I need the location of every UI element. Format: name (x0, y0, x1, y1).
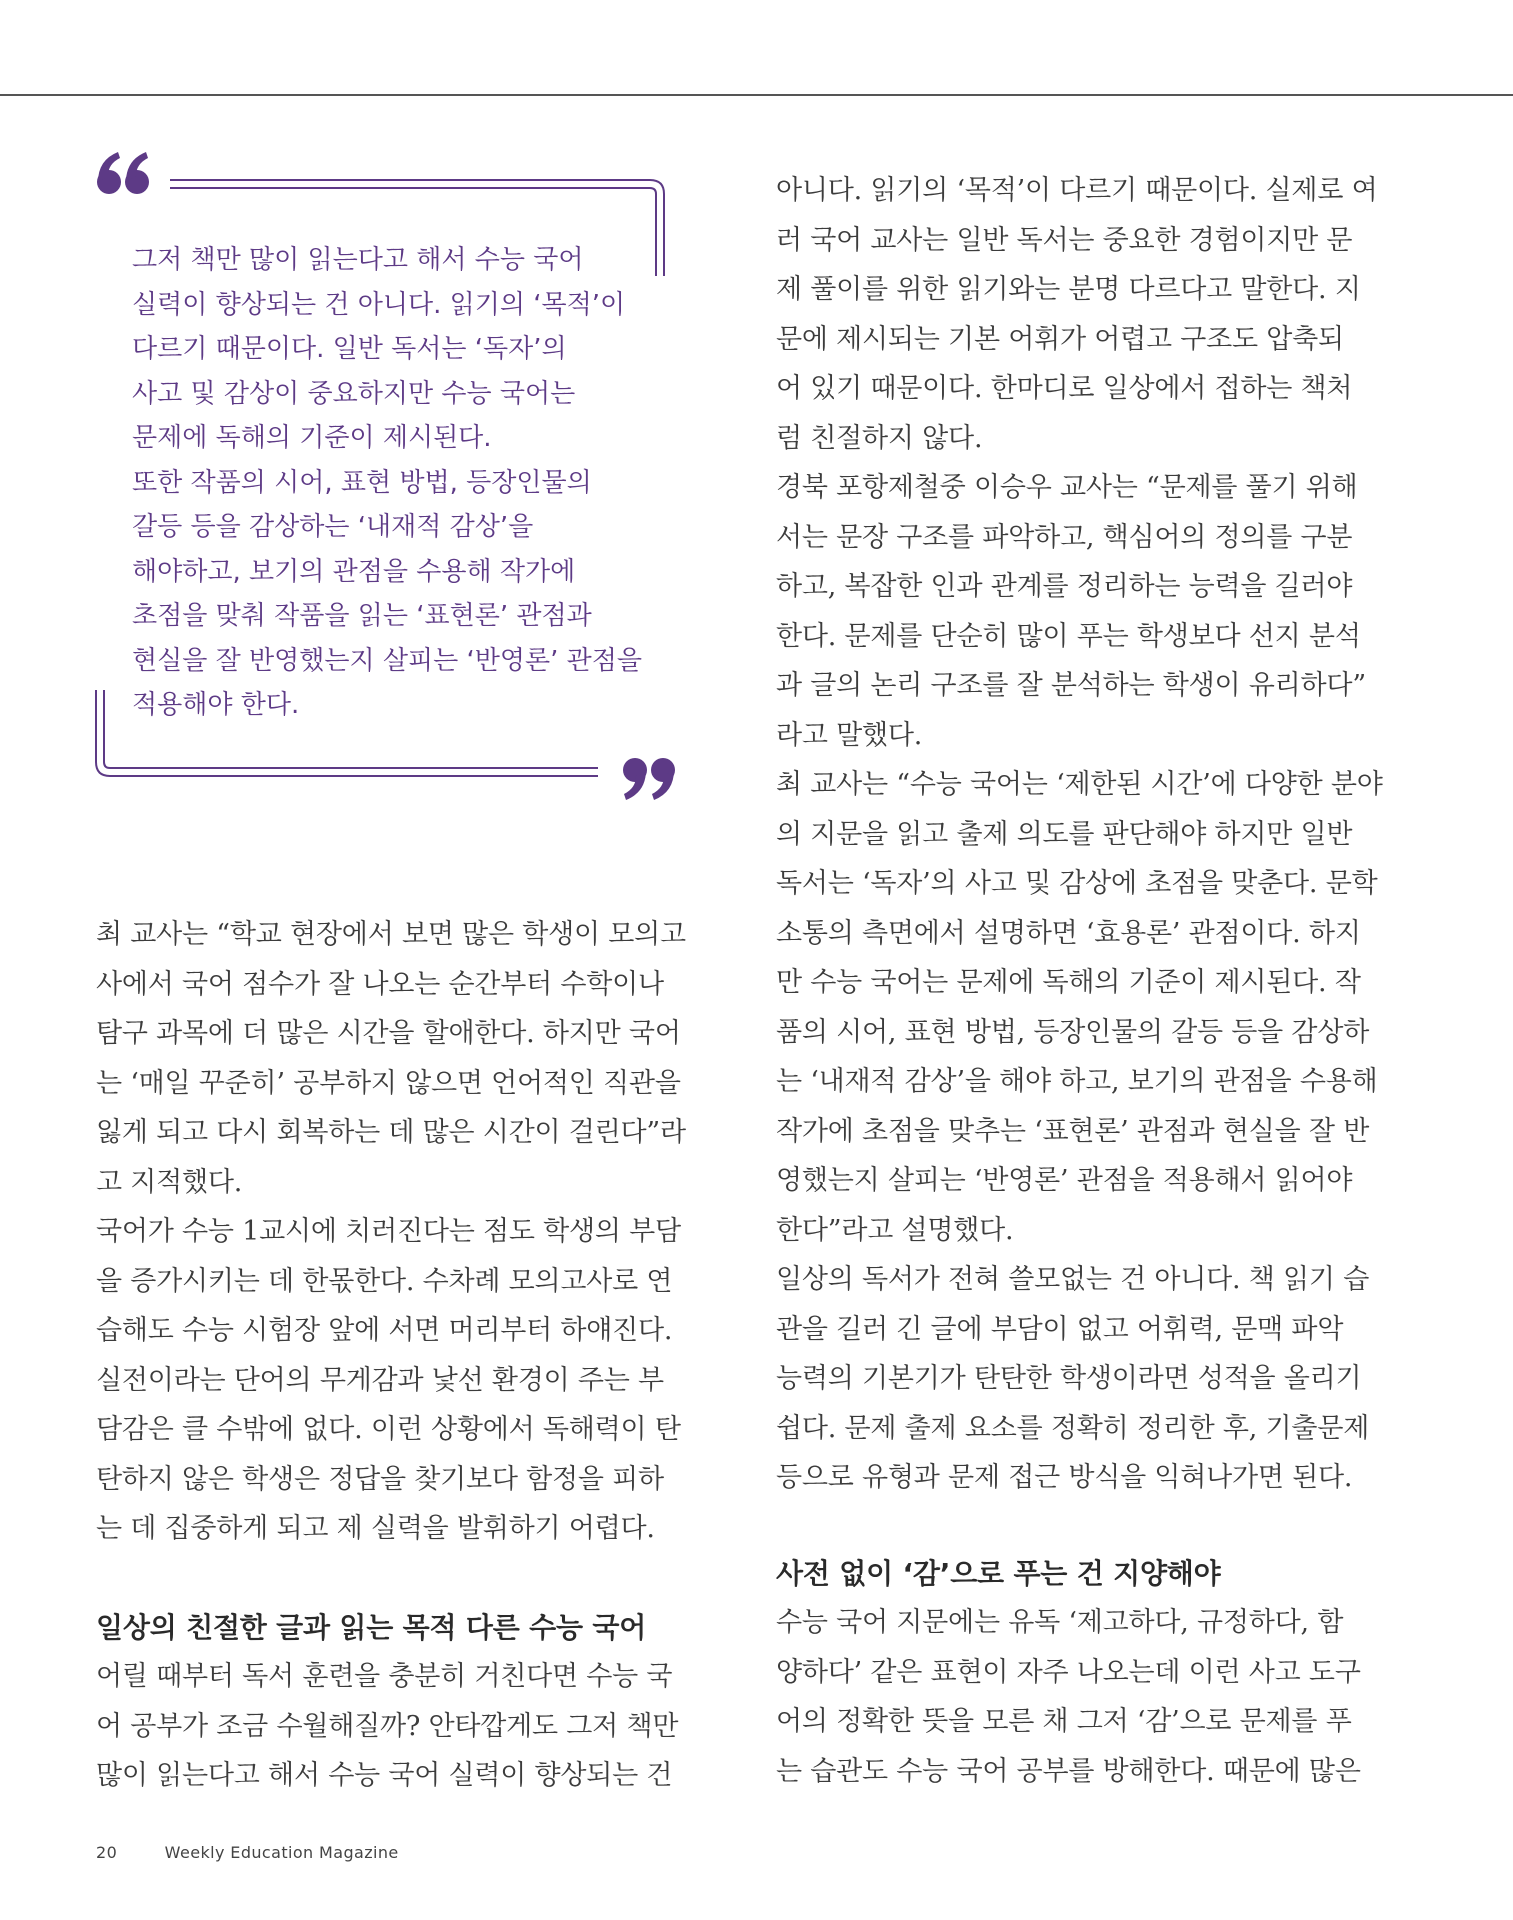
page-footer (96, 1843, 399, 1862)
open-quote-icon (94, 142, 154, 202)
body-line: 서는 문장 구조를 파악하고, 핵심어의 정의를 구분 (776, 521, 1353, 553)
pull-quote-line: 문제에 독해의 기준이 제시된다. (132, 423, 492, 453)
body-line: 양하다’ 같은 표현이 자주 나오는데 이런 사고 도구 (776, 1656, 1361, 1688)
body-line: 수능 국어 지문에는 유독 ‘제고하다, 규정하다, 함 (776, 1607, 1344, 1638)
body-line: 아니다. 읽기의 ‘목적’이 다르기 때문이다. 실제로 여 (776, 175, 1378, 206)
body-line: 는 ‘매일 꾸준히’ 공부하지 않으면 언어적인 직관을 (96, 1067, 681, 1099)
section-heading: 사전 없이 ‘감’으로 푸는 건 지양해야 (776, 1556, 1221, 1590)
body-line: 탐구 과목에 더 많은 시간을 할애한다. 하지만 국어 (96, 1018, 681, 1049)
body-line: 고 지적했다. (96, 1166, 243, 1198)
body-line: 국어가 수능 1교시에 치러진다는 점도 학생의 부담 (96, 1216, 681, 1247)
body-line: 어 공부가 조금 수월해질까? 안타깝게도 그저 책만 (96, 1710, 679, 1742)
pull-quote (132, 238, 672, 728)
body-line: 최 교사는 “수능 국어는 ‘제한된 시간’에 다양한 분야 (776, 769, 1383, 800)
body-line: 는 습관도 수능 국어 공부를 방해한다. 때문에 많은 (776, 1755, 1361, 1787)
body-line: 럼 친절하지 않다. (776, 422, 983, 454)
body-line: 영했는지 살피는 ‘반영론’ 관점을 적용해서 읽어야 (776, 1165, 1353, 1196)
body-line: 는 ‘내재적 감상’을 해야 하고, 보기의 관점을 수용해 (776, 1066, 1378, 1097)
body-line: 담감은 클 수밖에 없다. 이런 상황에서 독해력이 탄 (96, 1414, 681, 1445)
body-line: 제 풀이를 위한 읽기와는 분명 다르다고 말한다. 지 (776, 274, 1361, 305)
magazine-name: Weekly Education Magazine (164, 1843, 399, 1862)
body-line: 능력의 기본기가 탄탄한 학생이라면 성적을 올리기 (776, 1363, 1362, 1394)
body-line: 한다. 문제를 단순히 많이 푸는 학생보다 선지 분석 (776, 620, 1361, 652)
pull-quote-line: 그저 책만 많이 읽는다고 해서 수능 국어 (132, 245, 584, 275)
right-column (776, 166, 1383, 1796)
pull-quote-line: 실력이 향상되는 건 아니다. 읽기의 ‘목적’이 (132, 289, 626, 320)
pull-quote-line: 초점을 맞춰 작품을 읽는 ‘표현론’ 관점과 (132, 601, 592, 631)
body-line: 의 지문을 읽고 출제 의도를 판단해야 하지만 일반 (776, 818, 1353, 850)
body-line: 소통의 측면에서 설명하면 ‘효용론’ 관점이다. 하지 (776, 917, 1361, 949)
body-line: 사에서 국어 점수가 잘 나오는 순간부터 수학이나 (96, 968, 664, 1000)
body-line: 는 데 집중하게 되고 제 실력을 발휘하기 어렵다. (96, 1513, 655, 1544)
body-line: 과 글의 논리 구조를 잘 분석하는 학생이 유리하다” (776, 670, 1366, 701)
body-line: 한다”라고 설명했다. (776, 1214, 1014, 1246)
body-line: 문에 제시되는 기본 어휘가 어렵고 구조도 압축되 (776, 323, 1344, 355)
section-heading: 일상의 친절한 글과 읽는 목적 다른 수능 국어 (96, 1610, 647, 1644)
body-line: 작가에 초점을 맞추는 ‘표현론’ 관점과 현실을 잘 반 (776, 1115, 1370, 1147)
body-line: 쉽다. 문제 출제 요소를 정확히 정리한 후, 기출문제 (776, 1412, 1370, 1444)
pull-quote-line: 현실을 잘 반영했는지 살피는 ‘반영론’ 관점을 (132, 645, 642, 676)
body-line: 독서는 ‘독자’의 사고 및 감상에 초점을 맞춘다. 문학 (776, 868, 1378, 899)
body-line: 관을 길러 긴 글에 부담이 없고 어휘력, 문맥 파악 (776, 1313, 1344, 1345)
page-number: 20 (96, 1843, 118, 1862)
body-line: 탄하지 않은 학생은 정답을 찾기보다 함정을 피하 (96, 1463, 664, 1495)
body-line: 잃게 되고 다시 회복하는 데 많은 시간이 걸린다”라 (96, 1117, 686, 1148)
body-line: 습해도 수능 시험장 앞에 서면 머리부터 하얘진다. (96, 1315, 673, 1346)
body-line: 많이 읽는다고 해서 수능 국어 실력이 향상되는 건 (96, 1760, 673, 1791)
body-line: 품의 시어, 표현 방법, 등장인물의 갈등 등을 감상하 (776, 1016, 1370, 1048)
pull-quote-line: 적용해야 한다. (132, 690, 300, 720)
body-line: 을 증가시키는 데 한몫한다. 수차례 모의고사로 연 (96, 1265, 673, 1297)
body-line: 어 있기 때문이다. 한마디로 일상에서 접하는 책처 (776, 373, 1353, 404)
body-line: 최 교사는 “학교 현장에서 보면 많은 학생이 모의고 (96, 919, 686, 950)
top-rule (0, 94, 1513, 96)
body-line: 어릴 때부터 독서 훈련을 충분히 거친다면 수능 국 (96, 1661, 673, 1692)
body-line: 어의 정확한 뜻을 모른 채 그저 ‘감’으로 문제를 푸 (776, 1706, 1352, 1737)
close-quote-icon (618, 750, 678, 810)
body-line: 하고, 복잡한 인과 관계를 정리하는 능력을 길러야 (776, 571, 1353, 602)
pull-quote-line: 해야하고, 보기의 관점을 수용해 작가에 (132, 556, 576, 587)
body-line: 만 수능 국어는 문제에 독해의 기준이 제시된다. 작 (776, 967, 1361, 998)
pull-quote-line: 또한 작품의 시어, 표현 방법, 등장인물의 (132, 467, 592, 498)
body-line: 경북 포항제철중 이승우 교사는 “문제를 풀기 위해 (776, 472, 1358, 503)
body-line: 일상의 독서가 전혀 쓸모없는 건 아니다. 책 읽기 습 (776, 1264, 1370, 1295)
pull-quote-line: 갈등 등을 감상하는 ‘내재적 감상’을 (132, 512, 534, 542)
pull-quote-line: 다르기 때문이다. 일반 독서는 ‘독자’의 (132, 334, 567, 364)
left-column (96, 910, 686, 1801)
body-line: 등으로 유형과 문제 접근 방식을 익혀나가면 된다. (776, 1462, 1353, 1493)
pull-quote-line: 사고 및 감상이 중요하지만 수능 국어는 (132, 378, 576, 409)
body-line: 러 국어 교사는 일반 독서는 중요한 경험이지만 문 (776, 224, 1353, 256)
body-line: 실전이라는 단어의 무게감과 낯선 환경이 주는 부 (96, 1364, 664, 1396)
body-line: 라고 말했다. (776, 719, 923, 751)
